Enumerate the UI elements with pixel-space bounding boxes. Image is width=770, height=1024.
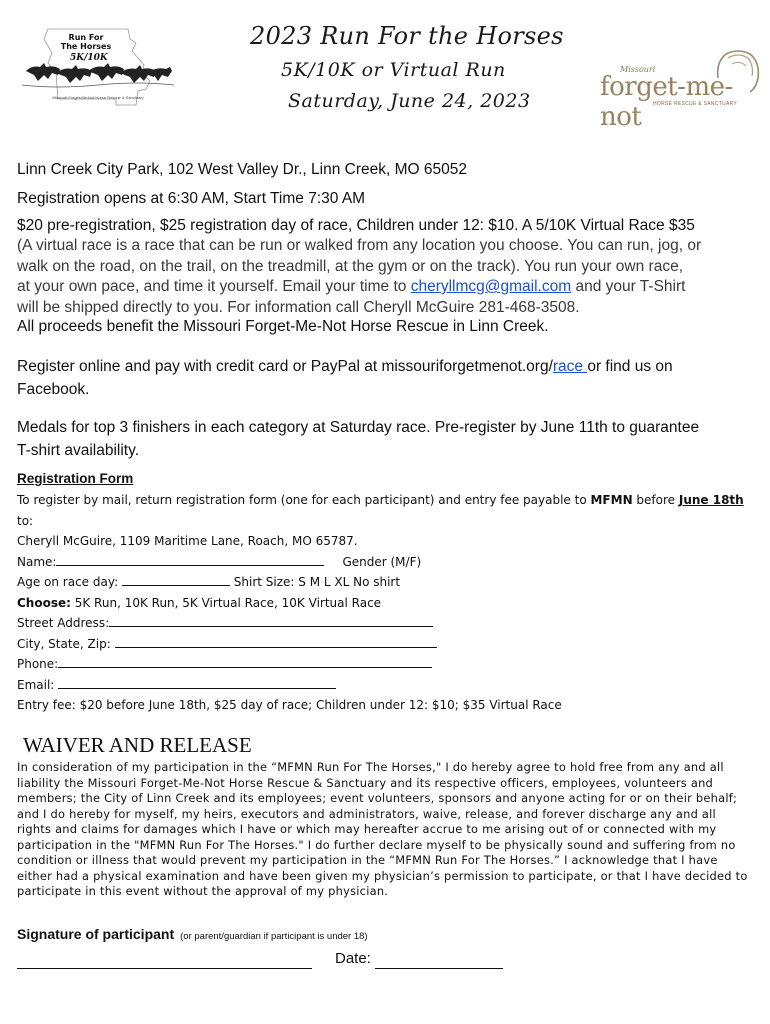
gender-label: Gender (M/F): [342, 554, 422, 569]
registration-times: Registration opens at 6:30 AM, Start Time 7:30 AM: [17, 190, 366, 207]
logo-right-state: Missouri: [620, 65, 656, 74]
event-title: 2023 Run For the Horses: [250, 22, 564, 50]
event-date: Saturday, June 24, 2023: [288, 90, 531, 112]
mail-address: Cheryll McGuire, 1109 Maritime Lane, Roach, MO 65787.: [17, 534, 358, 548]
logo-left-title: Run For The Horses: [60, 33, 112, 51]
registration-form-heading: Registration Form: [17, 471, 134, 486]
pricing: $20 pre-registration, $25 registration day of race, Children under 12: $10. A 5/10K Virtual Race $35: [17, 217, 695, 234]
entry-fee: Entry fee: $20 before June 18th, $25 day of race; Children under 12: $10; $35 Virtual Race: [17, 698, 562, 712]
event-titles: [250, 22, 595, 112]
proceeds-note: All proceeds benefit the Missouri Forget-Me-Not Horse Rescue in Linn Creek.: [17, 318, 549, 335]
logo-right-subtitle: HORSE RESCUE & SANCTUARY: [653, 101, 738, 107]
email-link[interactable]: cheryllmcg@gmail.com: [410, 278, 572, 295]
signature-line[interactable]: [17, 968, 312, 969]
city-state-zip-field[interactable]: City, State, Zip:: [17, 634, 752, 655]
race-choice-field[interactable]: Choose: 5K Run, 10K Run, 5K Virtual Race, 10K Virtual Race: [17, 595, 382, 610]
phone-field[interactable]: Phone:: [17, 654, 752, 675]
mail-instructions: To register by mail, return registration form (one for each participant) and entry fee payable to MFMN before June 18th to:: [17, 493, 744, 528]
forget-me-not-logo: [598, 48, 763, 132]
logo-left-distance: 5K/10K: [70, 53, 108, 63]
event-location: Linn Creek City Park, 102 West Valley Dr., Linn Creek, MO 65052: [17, 161, 467, 178]
race-link[interactable]: race: [552, 358, 588, 375]
date-line[interactable]: [375, 968, 503, 969]
waiver-text: In consideration of my participation in the “MFMN Run For The Horses," I do hereby agree to hold free from any and all liability the Missouri Forget-Me-Not Horse Rescue & Sanctuary and its respective officers, employees, volunteers and members; the City of Linn Creek and its employees; event volunteers, sponsors and anyone acting for or on their behalf; and I do hereby for myself, my heirs, executors and administrators, waive, release, and forever discharge any and all rights and claims for damages which I have or which may hereafter accrue to me arising out of or connected with my participation in the "MFMN Run For The Horses." I do further declare myself to be physically sound and suffering from no condition or illness that would prevent my participation in the “MFMN Run For The Horses.” I acknowledge that I have either had a physical examination and have been given my physician’s permission to participate, or that I have decided to participate in this event without the approval of my physician.: [17, 760, 748, 898]
name-field[interactable]: Name: Gender (M/F): [17, 554, 422, 569]
run-for-horses-logo: [18, 25, 178, 110]
header: [0, 0, 770, 140]
register-online: Register online and pay with credit card or PayPal at missouriforgetmenot.org/race or find us on Facebook.: [17, 358, 673, 398]
event-subtitle: 5K/10K or Virtual Run: [281, 59, 506, 81]
date-label: Date:: [335, 950, 371, 967]
waiver-title: WAIVER AND RELEASE: [23, 733, 252, 757]
registration-form: [17, 490, 752, 716]
signature-note: (or parent/guardian if participant is under 18): [180, 931, 368, 942]
signature-label: Signature of participant (or parent/guardian if participant is under 18): [17, 926, 368, 942]
email-field[interactable]: Email:: [17, 675, 752, 696]
virtual-race-description: (A virtual race is a race that can be run or walked from any location you choose. You can run, jog, or walk on the road, on the trail, on the treadmill, at the gym or on the track). You run your own race, at your own pace, and time it yourself. Email your time to cheryllmcg@gmail.com and your T-Shirt will be shipped directly to you. For information call Cheryll McGuire 281-468-3508.: [17, 237, 702, 316]
street-address-field[interactable]: Street Address:: [17, 613, 752, 634]
logo-left-tagline: Missouri Forget-Me-Not Horse Rescue & Sanctuary: [52, 95, 144, 100]
logo-right-name: forget-me-not: [600, 72, 733, 132]
medals-note: Medals for top 3 finishers in each category at Saturday race. Pre-register by June 11th to guarantee T-shirt availability.: [17, 419, 700, 459]
age-shirt-field[interactable]: Age on race day: Shirt Size: S M L XL No shirt: [17, 575, 401, 589]
shirt-size-options: Shirt Size: S M L XL No shirt: [233, 575, 401, 589]
